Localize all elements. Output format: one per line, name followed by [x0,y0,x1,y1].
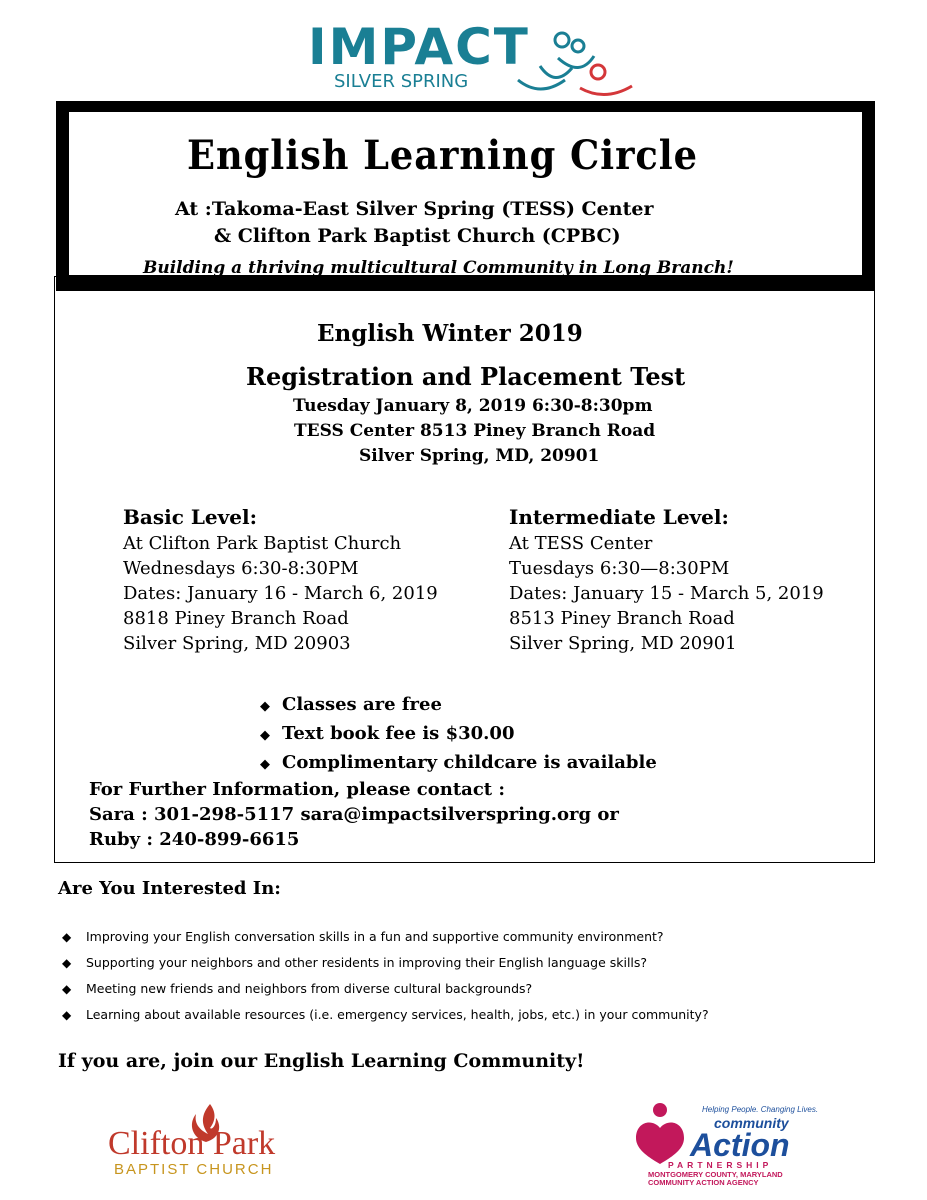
session-title: English Winter 2019 [317,320,583,347]
clifton-park-logo [108,1098,308,1183]
intermediate-level-line: Tuesdays 6:30—8:30PM [509,558,730,579]
interest-list [62,924,709,1028]
clifton-park-wordmark: Clifton Park [108,1125,276,1162]
ca-agency: COMMUNITY ACTION AGENCY [648,1178,759,1186]
basic-level-line: At Clifton Park Baptist Church [123,533,402,554]
contact-sara: Sara : 301-298-5117 sara@impactsilverspring.org or [89,804,619,825]
intermediate-level-heading: Intermediate Level: [509,505,729,529]
session-location: TESS Center 8513 Piney Branch Road [294,421,656,441]
diamond-bullet-icon: ◆ [260,757,270,772]
list-item: ◆ Classes are free [260,691,657,720]
list-item: ◆ Text book fee is $30.00 [260,720,657,749]
diamond-bullet-icon: ◆ [62,1008,72,1022]
diamond-bullet-icon: ◆ [260,699,270,714]
page-title: English Learning Circle [187,132,698,179]
call-to-action: If you are, join our English Learning Community! [58,1050,585,1072]
community-action-logo [630,1098,835,1186]
session-city: Silver Spring, MD, 20901 [359,446,600,466]
basic-level-line: Silver Spring, MD 20903 [123,633,351,654]
list-item: ◆ Improving your English conversation skills in a fun and supportive community environment? [62,924,709,950]
heart-person-icon [653,1103,667,1117]
info-box [54,276,875,863]
ca-partnership: PARTNERSHIP [668,1160,773,1170]
header-tagline: Building a thriving multicultural Community in Long Branch! [143,258,734,278]
intermediate-level-line: Dates: January 15 - March 5, 2019 [509,583,824,604]
interest-heading: Are You Interested In: [58,878,281,899]
list-item: ◆ Supporting your neighbors and other residents in improving their English language skills? [62,950,709,976]
header-inner [69,112,862,278]
list-item: ◆ Learning about available resources (i.e. emergency services, health, jobs, etc.) in your community? [62,1002,709,1028]
contact-ruby: Ruby : 240-899-6615 [89,829,300,850]
ca-action: Action [690,1127,790,1163]
basic-level-heading: Basic Level: [123,505,257,529]
session-subtitle: Registration and Placement Test [246,362,686,391]
list-item: ◆ Complimentary childcare is available [260,749,657,778]
intermediate-level-line: At TESS Center [509,533,653,554]
header-location-line1: At :Takoma-East Silver Spring (TESS) Center [175,198,654,220]
people-figures-icon [510,28,640,98]
impact-silver-spring-logo [300,18,650,100]
contact-heading: For Further Information, please contact : [89,779,506,800]
diamond-bullet-icon: ◆ [62,930,72,944]
basic-level-line: Dates: January 16 - March 6, 2019 [123,583,438,604]
basic-level-line: Wednesdays 6:30-8:30PM [123,558,359,579]
benefits-list [260,691,657,778]
diamond-bullet-icon: ◆ [62,982,72,996]
heart-hands-icon [636,1123,684,1164]
intermediate-level-line: Silver Spring, MD 20901 [509,633,737,654]
ca-tagline: Helping People. Changing Lives. [702,1105,819,1114]
basic-level-line: 8818 Piney Branch Road [123,608,349,629]
list-item: ◆ Meeting new friends and neighbors from diverse cultural backgrounds? [62,976,709,1002]
impact-logo-subtitle: SILVER SPRING [334,71,469,92]
baptist-church-wordmark: BAPTIST CHURCH [114,1161,274,1178]
intermediate-level-column [509,503,824,656]
diamond-bullet-icon: ◆ [260,728,270,743]
ca-community: community [714,1115,789,1131]
ca-county: MONTGOMERY COUNTY, MARYLAND [648,1170,783,1179]
session-date: Tuesday January 8, 2019 6:30-8:30pm [293,396,653,416]
intermediate-level-line: 8513 Piney Branch Road [509,608,735,629]
basic-level-column [123,503,438,656]
impact-logo-word: IMPACT [308,18,530,76]
contact-block [89,777,619,852]
header-location-line2: & Clifton Park Baptist Church (CPBC) [214,225,621,247]
diamond-bullet-icon: ◆ [62,956,72,970]
header-box [56,101,875,291]
